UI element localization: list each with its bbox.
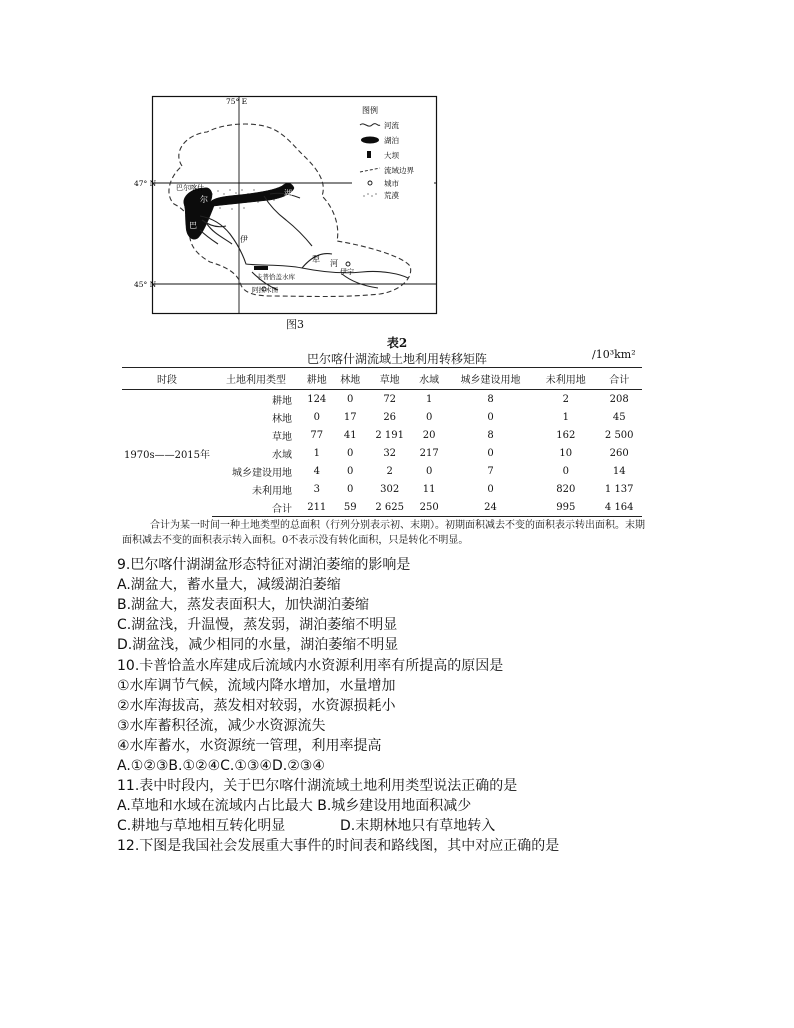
table-cell: 20 <box>422 429 436 441</box>
legend-river: 河流 <box>384 121 399 130</box>
col-header: 土地利用类型 <box>212 368 300 390</box>
table-cell: 995 <box>535 498 596 517</box>
land-use-transfer-table <box>122 367 642 517</box>
question-11-option-d: D.末期林地只有草地转入 <box>340 818 496 834</box>
table-cell: 0 <box>313 411 320 423</box>
table-cell: 4 <box>313 465 320 477</box>
table-cell: 162 <box>556 429 576 441</box>
map-figure <box>134 96 437 314</box>
table-cell: 7 <box>487 465 494 477</box>
table-cell: 0 <box>347 465 354 477</box>
table-cell: 11 <box>422 483 436 495</box>
legend-boundary: 流域边界 <box>384 166 414 175</box>
legend-title: 图例 <box>362 106 378 115</box>
table-cell: 72 <box>383 393 397 405</box>
col-header: 草地 <box>367 368 413 390</box>
row-label: 耕地 <box>272 395 293 407</box>
table-cell: 10 <box>559 447 573 459</box>
table-cell: 17 <box>343 411 357 423</box>
table-cell: 0 <box>347 393 354 405</box>
table-cell: 302 <box>380 483 400 495</box>
legend-city: 城市 <box>384 179 399 188</box>
table-cell: 77 <box>310 429 324 441</box>
question-10-statement-3: ③水库蓄积径流，减少水资源流失 <box>117 718 326 734</box>
table-unit: /10³km² <box>592 348 636 361</box>
row-label: 林地 <box>272 413 293 425</box>
table-cell: 4 164 <box>596 498 642 517</box>
table-cell: 217 <box>419 447 439 459</box>
question-12-stem: 12.下图是我国社会发展重大事件的时间表和路线图，其中对应正确的是 <box>117 838 560 854</box>
label-lake-char2: 巴 <box>189 221 197 230</box>
row-label: 草地 <box>272 431 293 443</box>
question-10-options: A.①②③B.①②④C.①③④D.②③④ <box>117 758 325 774</box>
table-note: 合计为某一时间一种土地类型的总面积（行列分别表示初、末期）。初期面积减去不变的面积表示转出面积。末期面积减去不变的面积表示转入面积。0不表示没有转化面积，只是转化不明显。 <box>122 520 645 546</box>
legend-lake: 湖泊 <box>384 136 399 145</box>
table-cell: 3 <box>313 483 320 495</box>
table-cell: 2 191 <box>375 429 404 441</box>
table-subtitle: 巴尔喀什湖流域土地利用转移矩阵 <box>306 352 487 366</box>
table-cell: 0 <box>487 447 494 459</box>
question-10-statement-2: ②水库海拔高，蒸发相对较弱，水资源损耗小 <box>117 698 396 714</box>
table-cell: 0 <box>347 447 354 459</box>
question-9-stem: 9.巴尔喀什湖湖盆形态特征对湖泊萎缩的影响是 <box>117 557 411 573</box>
table-cell: 250 <box>412 498 445 517</box>
table-cell: 26 <box>383 411 397 423</box>
label-balkhash: 巴尔喀什 <box>176 184 204 192</box>
question-11-option-c: C.耕地与草地相互转化明显 <box>117 818 286 834</box>
table-row <box>122 390 642 409</box>
table-cell: 0 <box>487 483 494 495</box>
label-lake-char3: 湖 <box>284 189 292 198</box>
table-cell: 8 <box>487 429 494 441</box>
table-cell: 211 <box>300 498 333 517</box>
col-header: 水域 <box>412 368 445 390</box>
table-cell: 260 <box>609 447 629 459</box>
legend-desert: 荒漠 <box>384 191 399 200</box>
legend-dam: 大坝 <box>384 151 399 160</box>
table-cell: 124 <box>307 393 327 405</box>
balkhash-basin-map <box>134 96 437 314</box>
period-cell: 1970s——2015年 <box>124 449 211 461</box>
question-10-statement-1: ①水库调节气候，流域内降水增加，水量增加 <box>117 678 396 694</box>
label-almaty: 阿拉木图 <box>252 286 278 294</box>
table-header-row <box>122 368 642 390</box>
table-cell: 41 <box>343 429 357 441</box>
table-cell: 1 <box>313 447 320 459</box>
table-cell: 0 <box>487 411 494 423</box>
table-cell: 2 500 <box>604 429 634 441</box>
question-9-option-b: B.湖盆大，蒸发表面积大，加快湖泊萎缩 <box>117 597 370 613</box>
question-9-option-d: D.湖盆浅，减少相同的水量，湖泊萎缩不明显 <box>117 637 399 653</box>
map-legend <box>352 100 434 200</box>
label-yining: 伊宁 <box>340 268 354 276</box>
question-10-stem: 10.卡普恰盖水库建成后流域内水资源利用率有所提高的原因是 <box>117 658 504 674</box>
label-ili-char2: 犁 <box>312 255 320 264</box>
table-cell: 8 <box>487 393 494 405</box>
col-header: 耕地 <box>300 368 333 390</box>
table-cell: 32 <box>383 447 397 459</box>
table-cell: 1 <box>425 393 433 405</box>
table-cell: 0 <box>347 483 354 495</box>
question-9-option-a: A.湖盆大，蓄水量大，减缓湖泊萎缩 <box>117 577 341 593</box>
col-header: 城乡建设用地 <box>446 368 535 390</box>
label-ili-char1: 伊 <box>240 235 248 244</box>
table-cell: 14 <box>612 465 626 477</box>
lat-label-47n: 47° N <box>134 179 157 188</box>
figure-caption: 图3 <box>286 318 304 331</box>
table-cell: 45 <box>612 411 626 423</box>
label-lake-char1: 尔 <box>200 195 208 204</box>
row-label: 水域 <box>272 449 293 461</box>
table-cell: 24 <box>446 498 535 517</box>
table-cell: 0 <box>425 411 433 423</box>
table-cell: 0 <box>562 465 569 477</box>
lon-label-75e: 75° E <box>226 97 248 106</box>
table-cell: 1 137 <box>604 483 634 495</box>
table-cell: 2 <box>386 465 393 477</box>
row-label: 未利用地 <box>252 485 293 497</box>
reservoir-dam <box>254 266 268 270</box>
table-cell: 2 625 <box>367 498 413 517</box>
col-header: 合计 <box>596 368 642 390</box>
question-10-statement-4: ④水库蓄水，水资源统一管理，利用率提高 <box>117 738 382 754</box>
row-label: 合计 <box>212 498 300 517</box>
col-header: 林地 <box>333 368 366 390</box>
label-ili-char3: 河 <box>330 259 338 268</box>
table-cell: 208 <box>609 393 629 405</box>
question-11-options-ab: A.草地和水域在流域内占比最大 B.城乡建设用地面积减少 <box>117 798 472 814</box>
table-cell: 820 <box>556 483 576 495</box>
city-marker <box>346 262 350 266</box>
question-11-stem: 11.表中时段内，关于巴尔喀什湖流域土地利用类型说法正确的是 <box>117 778 518 794</box>
row-label: 城乡建设用地 <box>232 467 293 479</box>
table-cell: 1 <box>562 411 569 423</box>
label-reservoir: 卡普恰盖水库 <box>256 273 295 281</box>
lat-label-45n: 45° N <box>134 280 157 289</box>
col-header: 未利用地 <box>535 368 596 390</box>
col-header: 时段 <box>122 368 212 390</box>
table-cell: 0 <box>425 465 433 477</box>
table-cell: 2 <box>562 393 569 405</box>
table-title: 表2 <box>386 336 408 350</box>
table-cell: 59 <box>333 498 366 517</box>
question-9-option-c: C.湖盆浅，升温慢，蒸发弱，湖泊萎缩不明显 <box>117 617 398 633</box>
